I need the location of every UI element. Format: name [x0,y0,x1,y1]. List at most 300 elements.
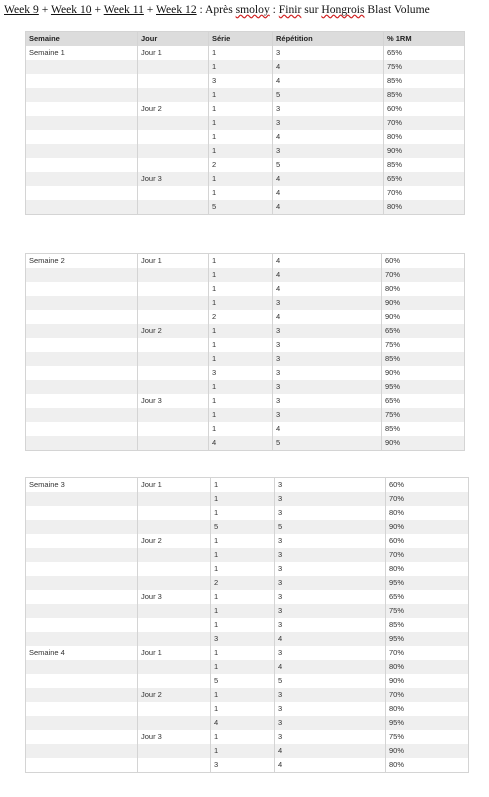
repetition-cell: 3 [275,492,386,506]
jour-cell [138,604,211,618]
table-header-row [26,32,465,47]
jour-cell [138,562,211,576]
table-row [26,88,465,102]
repetition-cell: 3 [273,380,382,394]
jour-cell [138,296,209,310]
serie-cell: 1 [211,590,275,604]
repetition-cell: 3 [273,408,382,422]
jour-cell: Jour 1 [138,254,209,269]
jour-cell [138,758,211,773]
pct-1rm-cell: 95% [386,632,469,646]
repetition-cell: 3 [275,590,386,604]
pct-1rm-cell: 90% [382,296,465,310]
repetition-cell: 5 [275,674,386,688]
pct-1rm-cell: 85% [384,88,465,102]
column-header: Jour [138,32,209,47]
repetition-cell: 4 [273,186,384,200]
serie-cell: 5 [211,674,275,688]
jour-cell: Jour 3 [138,590,211,604]
serie-cell: 1 [211,744,275,758]
semaine-cell [26,116,138,130]
semaine-cell [26,632,138,646]
repetition-cell: 4 [275,744,386,758]
table-row [26,144,465,158]
repetition-cell: 3 [275,548,386,562]
semaine-cell [26,422,138,436]
pct-1rm-cell: 70% [384,116,465,130]
repetition-cell: 4 [273,254,382,269]
repetition-cell: 4 [273,74,384,88]
semaine-cell [26,604,138,618]
serie-cell: 1 [211,534,275,548]
serie-cell: 1 [209,324,273,338]
serie-cell: 1 [211,604,275,618]
repetition-cell: 3 [275,506,386,520]
serie-cell: 1 [211,506,275,520]
pct-1rm-cell: 70% [384,186,465,200]
serie-cell: 1 [209,130,273,144]
repetition-cell: 3 [275,576,386,590]
semaine-cell [26,674,138,688]
serie-cell: 3 [211,758,275,773]
pct-1rm-cell: 75% [386,730,469,744]
semaine-cell [26,338,138,352]
jour-cell: Jour 1 [138,646,211,660]
semaine-cell [26,576,138,590]
serie-cell: 2 [209,310,273,324]
jour-cell [138,492,211,506]
table-row [26,590,469,604]
table-row [26,646,469,660]
repetition-cell: 3 [273,144,384,158]
title-part: Après [205,3,236,16]
title-week-9: Week 9 [4,3,39,16]
semaine-cell [26,548,138,562]
jour-cell: Jour 3 [138,730,211,744]
repetition-cell: 3 [275,646,386,660]
repetition-cell: 4 [273,422,382,436]
semaine-cell [26,158,138,172]
pct-1rm-cell: 80% [382,282,465,296]
semaine-cell [26,60,138,74]
serie-cell: 1 [209,144,273,158]
table-row [26,408,465,422]
semaine-cell [26,200,138,215]
jour-cell [138,60,209,74]
table-row [26,116,465,130]
table-row [26,338,465,352]
jour-cell [138,130,209,144]
table-row [26,310,465,324]
pct-1rm-cell: 80% [386,562,469,576]
title-week-11: Week 11 [103,3,144,16]
jour-cell [138,408,209,422]
jour-cell: Jour 1 [138,478,211,493]
jour-cell [138,744,211,758]
semaine-cell: Semaine 4 [26,646,138,660]
table-row [26,394,465,408]
pct-1rm-cell: 75% [384,60,465,74]
repetition-cell: 4 [273,268,382,282]
repetition-cell: 3 [275,702,386,716]
repetition-cell: 3 [273,102,384,116]
jour-cell: Jour 1 [138,46,209,60]
pct-1rm-cell: 90% [382,310,465,324]
semaine-cell [26,520,138,534]
repetition-cell: 3 [275,478,386,493]
semaine-cell [26,130,138,144]
semaine-cell [26,366,138,380]
pct-1rm-cell: 85% [382,422,465,436]
serie-cell: 1 [211,702,275,716]
pct-1rm-cell: 70% [386,548,469,562]
repetition-cell: 3 [273,46,384,60]
jour-cell [138,186,209,200]
table-row [26,618,469,632]
pct-1rm-cell: 65% [384,172,465,186]
semaine-cell [26,74,138,88]
jour-cell [138,436,209,451]
table-row [26,632,469,646]
repetition-cell: 3 [275,618,386,632]
serie-cell: 1 [209,116,273,130]
serie-cell: 1 [209,254,273,269]
table-row [26,436,465,451]
jour-cell [138,282,209,296]
table-row [26,506,469,520]
repetition-cell: 5 [273,88,384,102]
serie-cell: 1 [209,380,273,394]
jour-cell: Jour 2 [138,534,211,548]
semaine-cell [26,282,138,296]
jour-cell [138,716,211,730]
jour-cell: Jour 2 [138,102,209,116]
pct-1rm-cell: 85% [382,352,465,366]
semaine-cell [26,688,138,702]
semaine-cell [26,492,138,506]
pct-1rm-cell: 95% [382,380,465,394]
serie-cell: 1 [209,102,273,116]
repetition-cell: 3 [275,716,386,730]
serie-cell: 1 [209,338,273,352]
semaine-cell [26,186,138,200]
jour-cell [138,268,209,282]
semaine-cell [26,352,138,366]
serie-cell: 1 [209,408,273,422]
serie-cell: 1 [209,46,273,60]
semaine-cell [26,562,138,576]
serie-cell: 1 [209,60,273,74]
table-row [26,562,469,576]
repetition-cell: 3 [275,534,386,548]
serie-cell: 1 [211,478,275,493]
semaine-cell [26,144,138,158]
repetition-cell: 4 [273,130,384,144]
pct-1rm-cell: 70% [386,646,469,660]
pct-1rm-cell: 95% [386,716,469,730]
repetition-cell: 3 [275,730,386,744]
pct-1rm-cell: 90% [384,144,465,158]
semaine-cell [26,730,138,744]
serie-cell: 2 [211,576,275,590]
table-row [26,254,465,269]
jour-cell [138,702,211,716]
pct-1rm-cell: 80% [384,130,465,144]
title-part: smoloy [235,3,270,16]
pct-1rm-cell: 80% [386,660,469,674]
table-row [26,282,465,296]
jour-cell [138,506,211,520]
table-row [26,130,465,144]
semaine-cell: Semaine 1 [26,46,138,60]
title-part: sur [301,3,322,16]
jour-cell [138,116,209,130]
repetition-cell: 3 [273,324,382,338]
program-table-semaine-2 [25,253,465,451]
table-row [26,324,465,338]
table-row [26,46,465,60]
table-row [26,60,465,74]
repetition-cell: 4 [273,310,382,324]
serie-cell: 1 [209,172,273,186]
serie-cell: 4 [209,436,273,451]
semaine-cell [26,716,138,730]
semaine-cell [26,296,138,310]
serie-cell: 1 [211,646,275,660]
jour-cell [138,310,209,324]
column-header: Semaine [26,32,138,47]
semaine-cell [26,310,138,324]
semaine-cell [26,660,138,674]
serie-cell: 1 [209,296,273,310]
title-week-12: Week 12 [156,3,197,16]
pct-1rm-cell: 90% [382,436,465,451]
pct-1rm-cell: 75% [386,604,469,618]
semaine-cell [26,436,138,451]
semaine-cell [26,268,138,282]
table-row [26,576,469,590]
serie-cell: 2 [209,158,273,172]
semaine-cell [26,506,138,520]
table-row [26,296,465,310]
jour-cell: Jour 2 [138,324,209,338]
table-row [26,716,469,730]
serie-cell: 1 [211,688,275,702]
jour-cell [138,576,211,590]
pct-1rm-cell: 85% [386,618,469,632]
table-row [26,158,465,172]
pct-1rm-cell: 60% [386,534,469,548]
serie-cell: 1 [211,548,275,562]
semaine-cell [26,744,138,758]
pct-1rm-cell: 90% [386,520,469,534]
pct-1rm-cell: 70% [386,492,469,506]
pct-1rm-cell: 60% [384,102,465,116]
jour-cell [138,88,209,102]
semaine-cell [26,394,138,408]
serie-cell: 1 [209,422,273,436]
semaine-cell [26,88,138,102]
title-part: : [269,3,279,16]
serie-cell: 5 [209,200,273,215]
repetition-cell: 5 [275,520,386,534]
table-row [26,268,465,282]
pct-1rm-cell: 90% [386,744,469,758]
jour-cell [138,618,211,632]
serie-cell: 1 [211,492,275,506]
table-row [26,422,465,436]
table-row [26,744,469,758]
repetition-cell: 5 [273,158,384,172]
jour-cell [138,674,211,688]
jour-cell: Jour 2 [138,688,211,702]
table-row [26,352,465,366]
semaine-cell: Semaine 2 [26,254,138,269]
pct-1rm-cell: 90% [386,674,469,688]
jour-cell [138,338,209,352]
semaine-cell [26,380,138,394]
serie-cell: 3 [209,366,273,380]
program-table-semaine-3-4 [25,477,469,773]
repetition-cell: 3 [275,562,386,576]
column-header: Répétition [273,32,384,47]
title-part: Blast Volume [364,3,430,16]
jour-cell [138,200,209,215]
serie-cell: 3 [211,632,275,646]
serie-cell: 4 [211,716,275,730]
jour-cell: Jour 3 [138,394,209,408]
pct-1rm-cell: 80% [384,200,465,215]
serie-cell: 1 [209,352,273,366]
table-row [26,730,469,744]
table-row [26,492,469,506]
pct-1rm-cell: 80% [386,702,469,716]
serie-cell: 1 [209,268,273,282]
table-row [26,172,465,186]
table-row [26,604,469,618]
serie-cell: 1 [211,562,275,576]
repetition-cell: 4 [273,172,384,186]
jour-cell [138,352,209,366]
table-row [26,688,469,702]
repetition-cell: 4 [273,60,384,74]
table-row [26,366,465,380]
repetition-cell: 4 [273,200,384,215]
serie-cell: 3 [209,74,273,88]
jour-cell [138,74,209,88]
semaine-cell [26,758,138,773]
serie-cell: 1 [209,88,273,102]
serie-cell: 5 [211,520,275,534]
pct-1rm-cell: 80% [386,506,469,520]
repetition-cell: 4 [275,632,386,646]
pct-1rm-cell: 75% [382,408,465,422]
semaine-cell [26,324,138,338]
table-row [26,102,465,116]
serie-cell: 1 [209,282,273,296]
semaine-cell: Semaine 3 [26,478,138,493]
pct-1rm-cell: 60% [382,254,465,269]
repetition-cell: 3 [275,604,386,618]
table-row [26,186,465,200]
semaine-cell [26,408,138,422]
column-header: Série [209,32,273,47]
repetition-cell: 3 [273,296,382,310]
pct-1rm-cell: 90% [382,366,465,380]
pct-1rm-cell: 95% [386,576,469,590]
jour-cell [138,632,211,646]
serie-cell: 1 [211,660,275,674]
serie-cell: 1 [211,618,275,632]
table-row [26,660,469,674]
table-row [26,548,469,562]
table-row [26,674,469,688]
pct-1rm-cell: 70% [386,688,469,702]
table-row [26,702,469,716]
title-part: Finir [278,3,302,16]
repetition-cell: 3 [273,366,382,380]
table-row [26,520,469,534]
repetition-cell: 3 [273,352,382,366]
jour-cell [138,380,209,394]
pct-1rm-cell: 85% [384,74,465,88]
title-part: Hongrois [321,3,365,16]
repetition-cell: 3 [273,394,382,408]
column-header: % 1RM [384,32,465,47]
repetition-cell: 3 [275,688,386,702]
pct-1rm-cell: 70% [382,268,465,282]
jour-cell [138,660,211,674]
repetition-cell: 4 [273,282,382,296]
table-row [26,478,469,493]
jour-cell [138,422,209,436]
semaine-cell [26,172,138,186]
table-row [26,74,465,88]
pct-1rm-cell: 65% [382,394,465,408]
page-title: Week 9 + Week 10 + Week 11 + Week 12 : Après smoloy : Finir sur Hongrois Blast Volume [4,3,430,16]
pct-1rm-cell: 85% [384,158,465,172]
repetition-cell: 4 [275,758,386,773]
pct-1rm-cell: 65% [384,46,465,60]
pct-1rm-cell: 65% [386,590,469,604]
program-table-semaine-1 [25,31,465,215]
repetition-cell: 5 [273,436,382,451]
repetition-cell: 3 [273,338,382,352]
repetition-cell: 4 [275,660,386,674]
table-row [26,534,469,548]
jour-cell [138,158,209,172]
semaine-cell [26,102,138,116]
jour-cell [138,520,211,534]
semaine-cell [26,590,138,604]
jour-cell [138,548,211,562]
semaine-cell [26,534,138,548]
pct-1rm-cell: 80% [386,758,469,773]
serie-cell: 1 [209,394,273,408]
jour-cell: Jour 3 [138,172,209,186]
pct-1rm-cell: 75% [382,338,465,352]
pct-1rm-cell: 65% [382,324,465,338]
semaine-cell [26,702,138,716]
table-row [26,758,469,773]
jour-cell [138,366,209,380]
semaine-cell [26,618,138,632]
table-row [26,200,465,215]
table-row [26,380,465,394]
serie-cell: 1 [209,186,273,200]
serie-cell: 1 [211,730,275,744]
pct-1rm-cell: 60% [386,478,469,493]
